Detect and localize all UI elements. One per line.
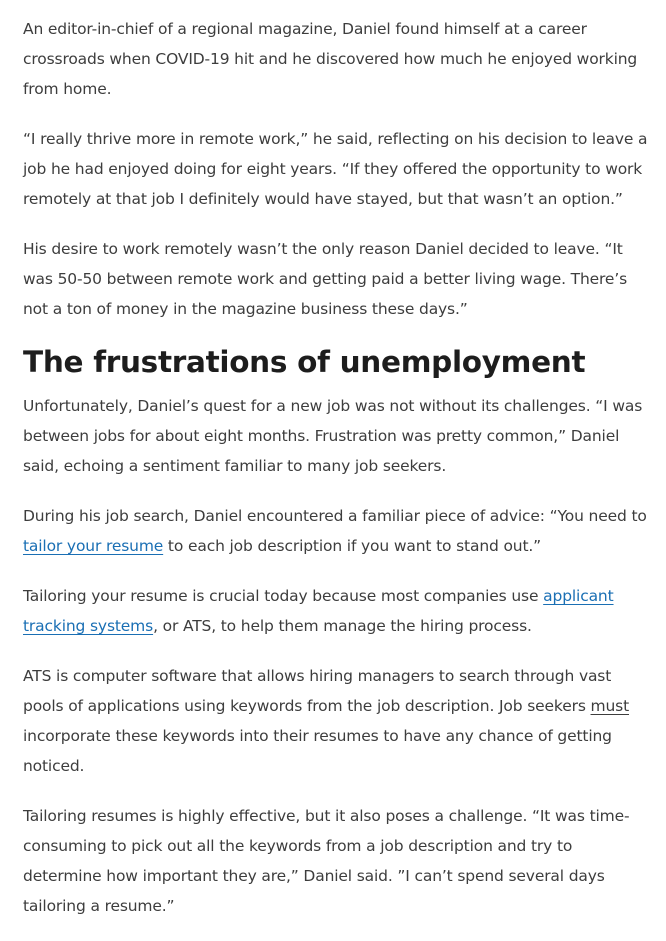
text-segment: Tailoring your resume is crucial today because most companies use (23, 587, 544, 605)
tailor-resume-link[interactable]: tailor your resume (23, 537, 164, 555)
paragraph-ats-keywords (23, 661, 648, 781)
paragraph-unemployment-challenges: Unfortunately, Daniel’s quest for a new job was not without its challenges. “I was between jobs for about eight months. Frustration was pretty common,” Daniel said, echoing a sentiment familiar to many job seekers. (23, 397, 643, 475)
text-segment: , or ATS, to help them manage the hiring process. (153, 617, 532, 635)
paragraph-quote-remote-work: “I really thrive more in remote work,” he said, reflecting on his decision to leave a job he had enjoyed doing for eight years. “If they offered the opportunity to work remotely at that job I definitely would have stayed, but that wasn’t an option.” (23, 130, 648, 208)
paragraph-job-search-advice (23, 501, 648, 561)
paragraph-tailoring-challenge: Tailoring resumes is highly effective, but it also poses a challenge. “It was time-consuming to pick out all the keywords from a job description and try to determine how important they are,” Daniel said. ”I can’t spend several days tailoring a resume.” (23, 807, 630, 915)
section-heading: The frustrations of unemployment (23, 345, 586, 379)
text-segment: During his job search, Daniel encountered a familiar piece of advice: “You need to (23, 507, 647, 525)
article-body (23, 14, 648, 941)
text-segment: to each job description if you want to stand out.” (163, 537, 542, 555)
applicant-tracking-systems-link[interactable]: applicant tracking systems (23, 587, 614, 635)
paragraph-intro: An editor-in-chief of a regional magazine, Daniel found himself at a career crossroads when COVID-19 hit and he discovered how much he enjoyed working from home. (23, 20, 638, 98)
paragraph-reasons-for-leaving: His desire to work remotely wasn’t the only reason Daniel decided to leave. “It was 50-50 between remote work and getting paid a better living wage. There’s not a ton of money in the magazine business these days.” (23, 240, 628, 318)
text-segment: ATS is computer software that allows hiring managers to search through vast pools of applications using keywords from the job description. Job seekers (23, 667, 612, 715)
text-segment: incorporate these keywords into their resumes to have any chance of getting noticed. (23, 727, 612, 775)
must-emphasis: must (590, 697, 630, 715)
paragraph-ats-intro (23, 581, 648, 641)
